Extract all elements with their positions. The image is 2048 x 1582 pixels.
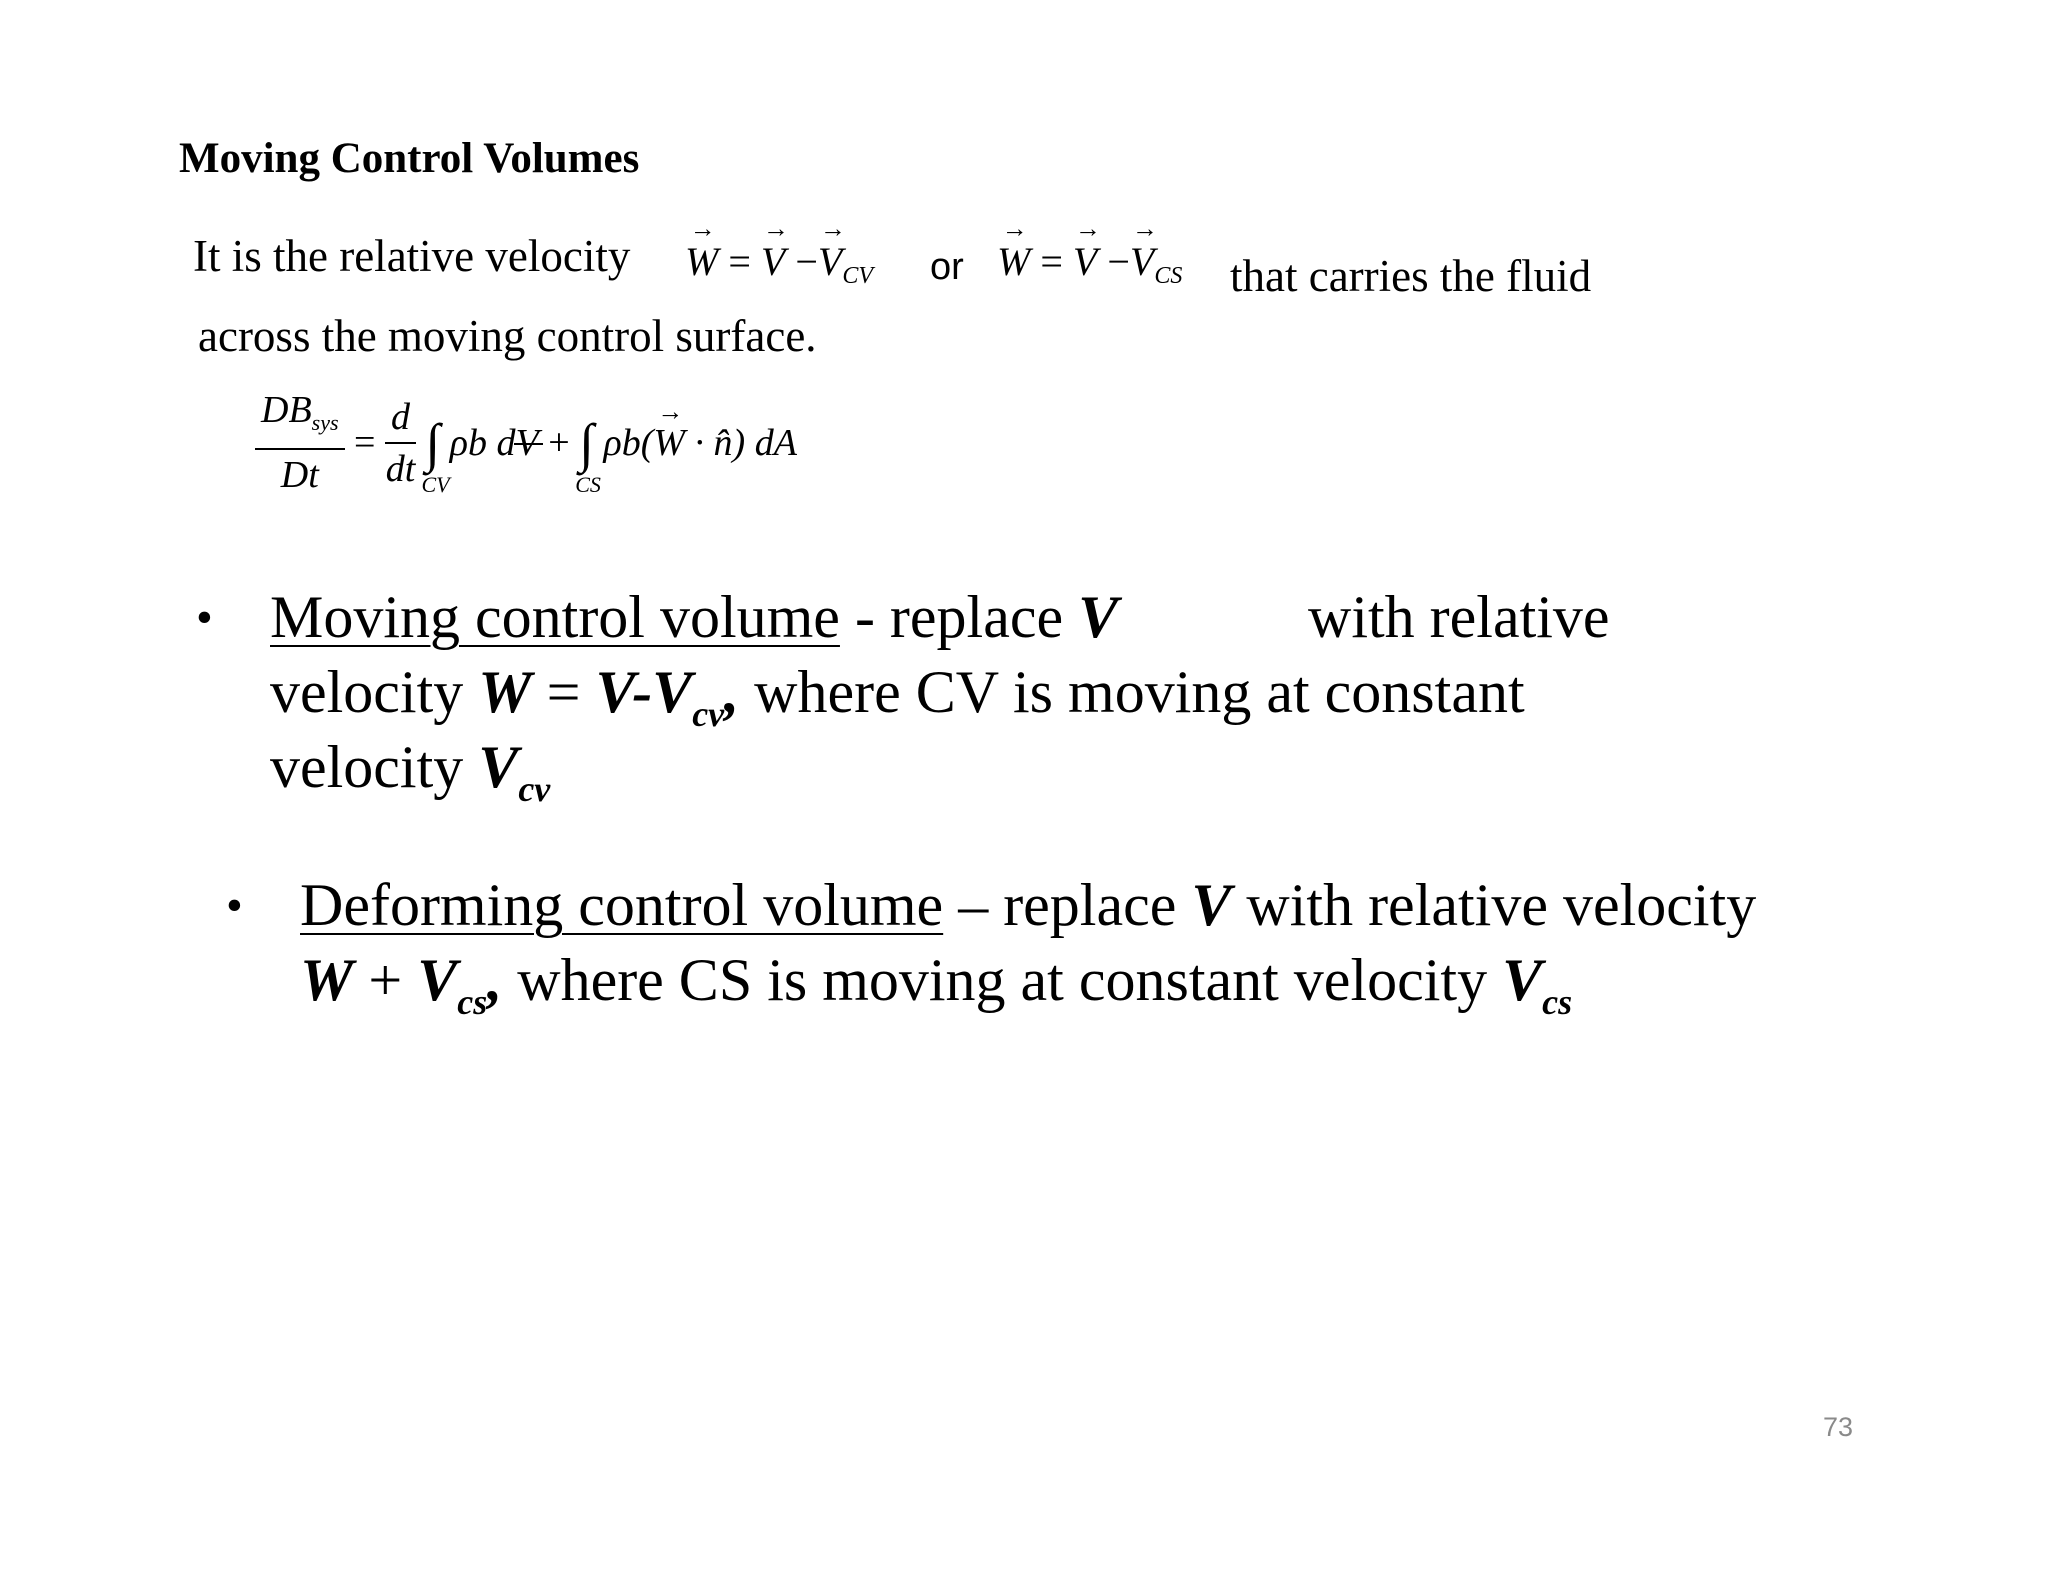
bullet-dot-1: • xyxy=(196,591,213,644)
bullet-moving-cv-line-3: velocity $V_{cv}$ xyxy=(270,734,551,809)
integral-cv-symbol: ∫ CV xyxy=(421,412,450,497)
integral-cs-symbol: ∫ CS xyxy=(575,412,601,497)
d-dt-fraction: $\frac{d}{dt}$ xyxy=(385,392,416,494)
slide-number: 73 xyxy=(1822,1412,1853,1442)
slide-title: Moving Control Volumes xyxy=(179,135,640,182)
reynolds-transport-equation: $\frac{DB_{sys}}{Dt}$ = $\frac{d}{dt}$ ∫ CV ρb dV + ∫ CS ρb(→ W · n̂) dA xyxy=(255,385,797,500)
intro-line-1-text: It is the relative velocity xyxy=(193,231,631,281)
intro-line-2: across the moving control surface. xyxy=(198,311,817,361)
relative-velocity-cv-equation: → W = → $V -\to V_{CV}$ xyxy=(685,238,873,290)
bullet-dot-2: • xyxy=(226,879,243,932)
bullet-moving-cv-line-1: Moving control volume - replace V xyxy=(270,584,1119,650)
or-text: or xyxy=(930,246,964,288)
relative-velocity-cs-equation: → W = → $V -\to V_{CS}$ xyxy=(997,238,1182,290)
bullet-deforming-cv-line-2: $W + V_{cs}$, where CS is moving at constant velocity $V_{cs}$ xyxy=(300,947,1573,1022)
dbsys-dt-fraction: $\frac{DB_{sys}}{Dt}$ xyxy=(255,385,345,500)
bullet-moving-cv-line-2: velocity $W = V-V_{cv}$, where CV is moving at constant xyxy=(270,659,1525,734)
bullet-deforming-cv-line-1: Deforming control volume – replace V with relative velocity xyxy=(300,872,1757,938)
intro-line-1-tail: that carries the fluid xyxy=(1230,251,1592,301)
bullet-moving-cv-line-1-tail: with relative xyxy=(1308,584,1610,650)
